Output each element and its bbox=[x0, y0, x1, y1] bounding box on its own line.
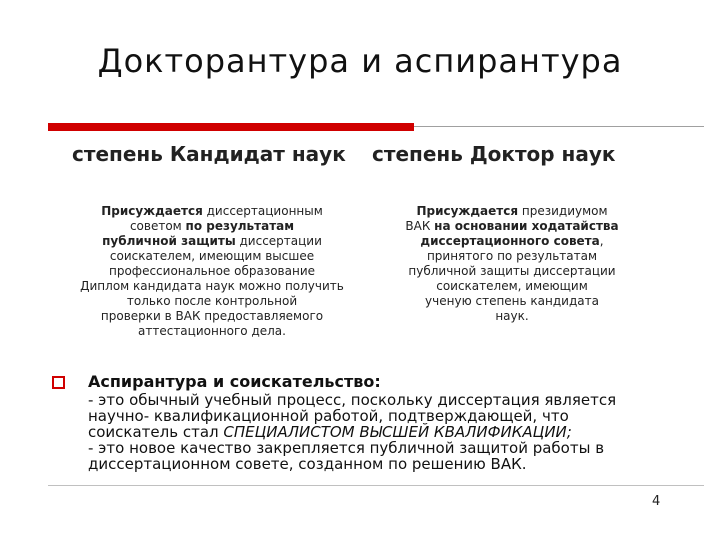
hollow-square-bullet-icon bbox=[52, 376, 65, 389]
page-number: 4 bbox=[652, 494, 661, 509]
left-line: соискателем, имеющим высшее bbox=[109, 249, 315, 263]
left-line: Присуждается диссертационным bbox=[101, 204, 323, 218]
bullet-section bbox=[88, 374, 708, 472]
right-line: ВАК на основании ходатайства bbox=[405, 219, 619, 233]
title-gray-underline bbox=[414, 126, 704, 127]
bullet-heading: Аспирантура и соискательство: bbox=[88, 372, 381, 391]
right-line: соискателем, имеющим bbox=[436, 279, 588, 293]
left-line: профессиональное образование bbox=[109, 264, 315, 278]
right-line: публичной защиты диссертации bbox=[408, 264, 616, 278]
bullet-line: - это новое качество закрепляется публичной защитой работы в bbox=[88, 439, 605, 457]
bullet-line: соискатель стал СПЕЦИАЛИСТОМ ВЫСШЕЙ КВАЛИФИКАЦИИ; bbox=[88, 423, 572, 441]
left-column-heading: степень Кандидат наук bbox=[72, 142, 346, 166]
right-line: диссертационного совета, bbox=[420, 234, 604, 248]
title-red-underline bbox=[48, 123, 414, 131]
slide-title: Докторантура и аспирантура bbox=[97, 42, 623, 80]
right-line: ученую степень кандидата bbox=[425, 294, 599, 308]
footer-divider bbox=[48, 485, 704, 486]
right-column-heading: степень Доктор наук bbox=[372, 142, 616, 166]
left-line: аттестационного дела. bbox=[138, 324, 286, 338]
left-line: публичной защиты диссертации bbox=[102, 234, 322, 248]
left-line: проверки в ВАК предоставляемого bbox=[100, 309, 324, 323]
right-line: наук. bbox=[495, 309, 529, 323]
bullet-line: научно- квалификационной работой, подтверждающей, что bbox=[88, 407, 569, 425]
left-line: советом по результатам bbox=[129, 219, 295, 233]
bullet-line: - это обычный учебный процесс, поскольку диссертация является bbox=[88, 391, 617, 409]
right-column-text bbox=[362, 204, 662, 324]
right-line: Присуждается президиумом bbox=[416, 204, 608, 218]
right-line: принятого по результатам bbox=[426, 249, 598, 263]
left-line: только после контрольной bbox=[126, 294, 298, 308]
left-column-text bbox=[52, 204, 372, 339]
left-line: Диплом кандидата наук можно получить bbox=[80, 279, 344, 293]
bullet-line: диссертационном совете, созданном по решению ВАК. bbox=[88, 455, 527, 473]
